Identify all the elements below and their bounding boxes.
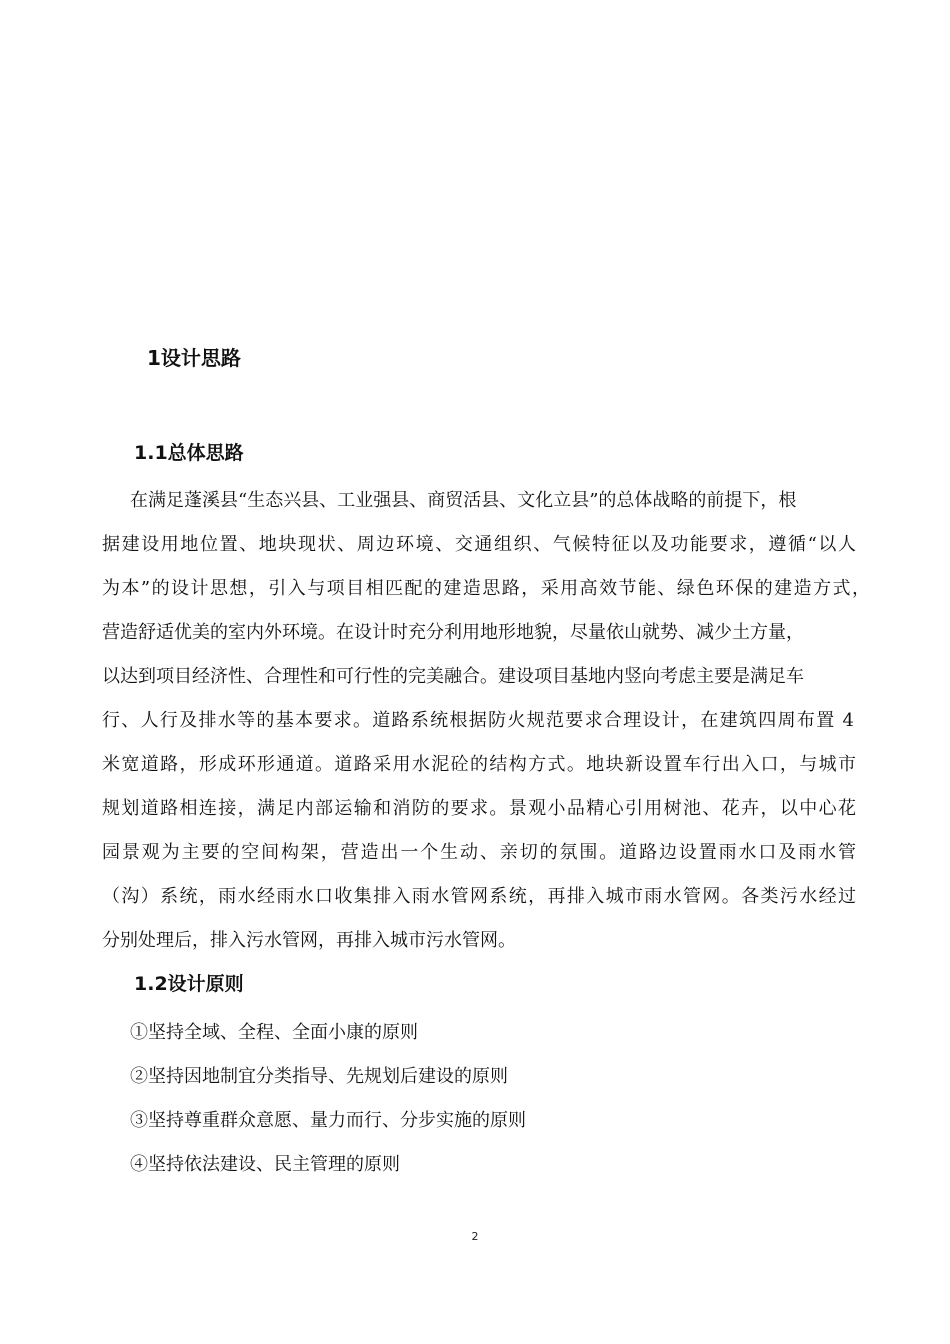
paragraph-line: （沟）系统，雨水经雨水口收集排入雨水管网系统，再排入城市雨水管网。各类污水经过 bbox=[102, 886, 856, 907]
section-heading: 1设计思路 bbox=[147, 346, 241, 370]
paragraph-line: 分别处理后，排入污水管网，再排入城市污水管网。 bbox=[102, 930, 516, 951]
subsection-heading-principles: 1.2设计原则 bbox=[134, 973, 244, 995]
list-item: ②坚持因地制宜分类指导、先规划后建设的原则 bbox=[130, 1066, 508, 1087]
paragraph-line: 规划道路相连接，满足内部运输和消防的要求。景观小品精心引用树池、花卉，以中心花 bbox=[102, 798, 856, 819]
paragraph-line: 园景观为主要的空间构架，营造出一个生动、亲切的氛围。道路边设置雨水口及雨水管 bbox=[102, 842, 856, 863]
paragraph-line: 以达到项目经济性、合理性和可行性的完美融合。建设项目基地内竖向考虑主要是满足车 bbox=[102, 666, 804, 687]
list-item: ①坚持全域、全程、全面小康的原则 bbox=[130, 1022, 418, 1043]
subsection-heading-overall: 1.1总体思路 bbox=[134, 442, 244, 464]
list-item: ③坚持尊重群众意愿、量力而行、分步实施的原则 bbox=[130, 1110, 526, 1131]
page-number: 2 bbox=[471, 1230, 479, 1243]
paragraph-line: 在满足蓬溪县“生态兴县、工业强县、商贸活县、文化立县”的总体战略的前提下，根 bbox=[130, 490, 797, 511]
paragraph-line: 为本”的设计思想，引入与项目相匹配的建造思路，采用高效节能、绿色环保的建造方式， bbox=[102, 578, 870, 599]
paragraph-line: 营造舒适优美的室内外环境。在设计时充分利用地形地貌，尽量依山就势、减少土方量， bbox=[102, 622, 804, 643]
paragraph-line: 米宽道路，形成环形通道。道路采用水泥砼的结构方式。地块新设置车行出入口，与城市 bbox=[102, 754, 856, 775]
paragraph-line: 据建设用地位置、地块现状、周边环境、交通组织、气候特征以及功能要求，遵循“以人 bbox=[102, 534, 856, 555]
paragraph-line: 行、人行及排水等的基本要求。道路系统根据防火规范要求合理设计，在建筑四周布置 4 bbox=[102, 710, 854, 731]
list-item: ④坚持依法建设、民主管理的原则 bbox=[130, 1154, 400, 1175]
